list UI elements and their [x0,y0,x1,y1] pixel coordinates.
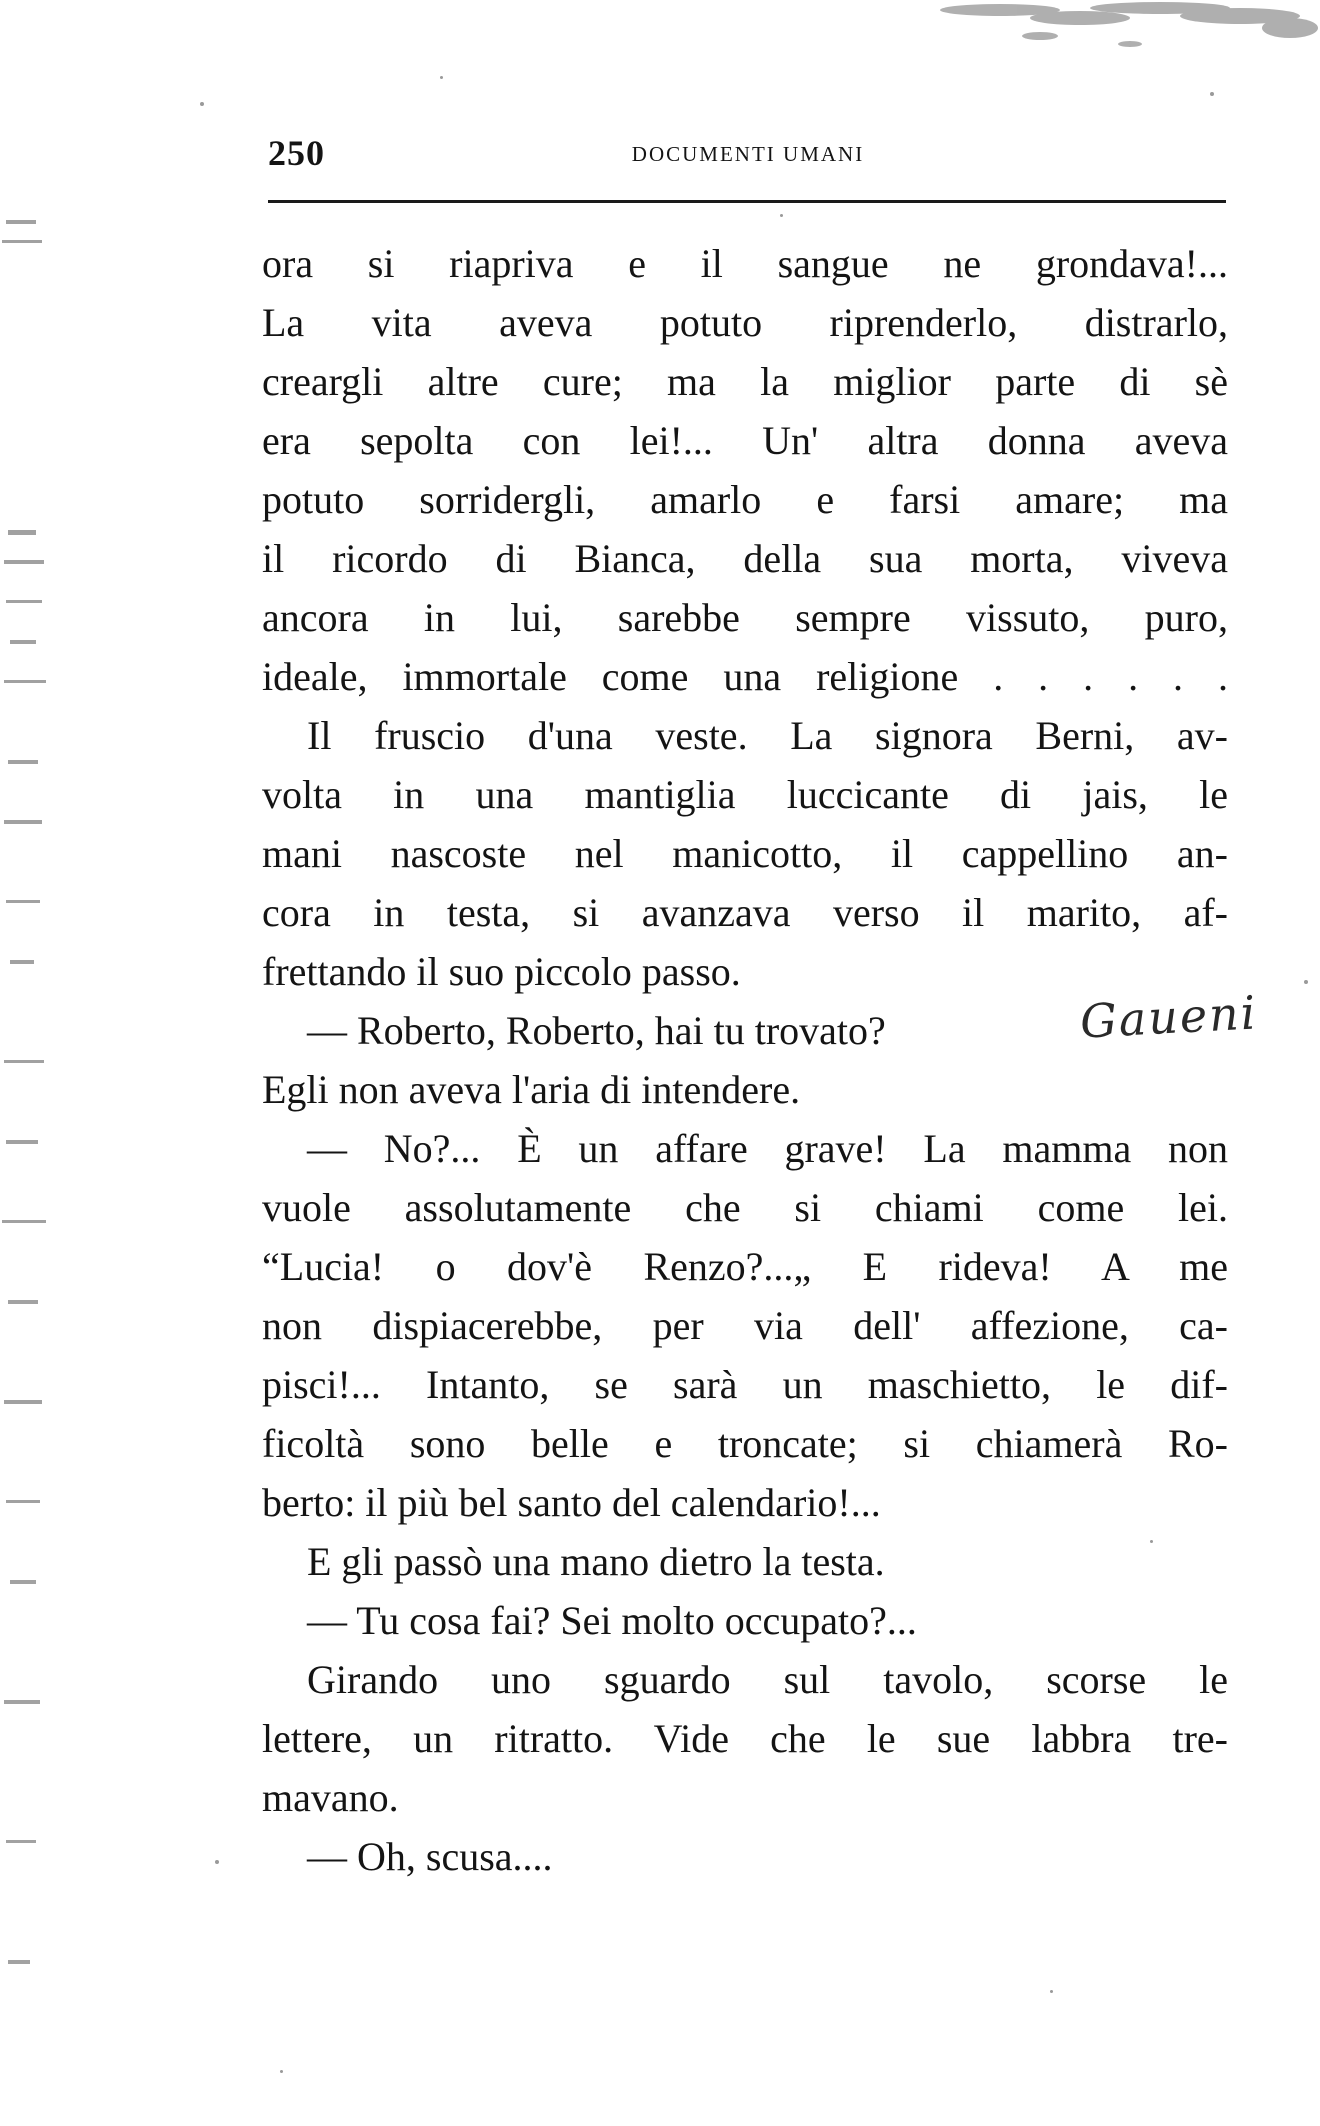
text-line: E gli passò una mano dietro la testa. [307,1539,885,1584]
speck [1304,980,1308,984]
text-line: berto: il più bel santo del calendario!... [262,1480,881,1525]
page-header [268,132,1228,182]
speck [215,1860,219,1864]
text-line: non dispiacerebbe, per via dell' affezione, ca- [262,1303,1228,1348]
text-line: era sepolta con lei!... Un' altra donna aveva [262,418,1228,463]
scan-gutter-left [0,200,70,2100]
text-line: mani nascoste nel manicotto, il cappellino an- [262,831,1228,876]
running-title: DOCUMENTI UMANI [631,142,865,166]
scan-smudge-top-right [880,0,1320,70]
text-line: — Roberto, Roberto, hai tu trovato? [307,1008,886,1053]
text-line: creargli altre cure; ma la miglior parte di sè [262,359,1228,404]
text-line: ancora in lui, sarebbe sempre vissuto, puro, [262,595,1228,640]
text-line: frettando il suo piccolo passo. [262,949,741,994]
text-line: cora in testa, si avanzava verso il marito, af- [262,890,1228,935]
text-line: pisci!... Intanto, se sarà un maschietto, le dif- [262,1362,1228,1407]
text-line: — No?... È un affare grave! La mamma non [307,1126,1228,1171]
text-line: il ricordo di Bianca, della sua morta, viveva [262,536,1228,581]
speck [1210,92,1214,96]
speck [200,102,204,106]
text-line: potuto sorridergli, amarlo e farsi amare; ma [262,477,1228,522]
speck [780,214,783,217]
speck [440,76,443,79]
text-line: ideale, immortale come una religione . . . . . . [262,654,1228,699]
text-line: ficoltà sono belle e troncate; si chiamerà Ro- [262,1421,1228,1466]
page-number: 250 [268,133,325,173]
text-line: — Oh, scusa.... [307,1834,553,1879]
speck [1050,1990,1053,1993]
text-line: ora si riapriva e il sangue ne grondava!... [262,241,1228,286]
text-line: lettere, un ritratto. Vide che le sue labbra tre- [262,1716,1228,1761]
handwritten-margin-note: Gaueni [1078,985,1259,1049]
text-line: volta in una mantiglia luccicante di jais, le [262,772,1228,817]
text-line: — Tu cosa fai? Sei molto occupato?... [307,1598,917,1643]
text-line: vuole assolutamente che si chiami come lei. [262,1185,1228,1230]
text-line: “Lucia! o dov'è Renzo?...„ E rideva! A me [262,1244,1228,1289]
text-line: Il fruscio d'una veste. La signora Berni, av- [307,713,1228,758]
speck [280,2070,283,2073]
text-line: Girando uno sguardo sul tavolo, scorse le [307,1657,1228,1702]
header-rule [268,200,1226,203]
text-line: Egli non aveva l'aria di intendere. [262,1067,801,1112]
text-line: mavano. [262,1775,399,1820]
text-line: La vita aveva potuto riprenderlo, distrarlo, [262,300,1228,345]
